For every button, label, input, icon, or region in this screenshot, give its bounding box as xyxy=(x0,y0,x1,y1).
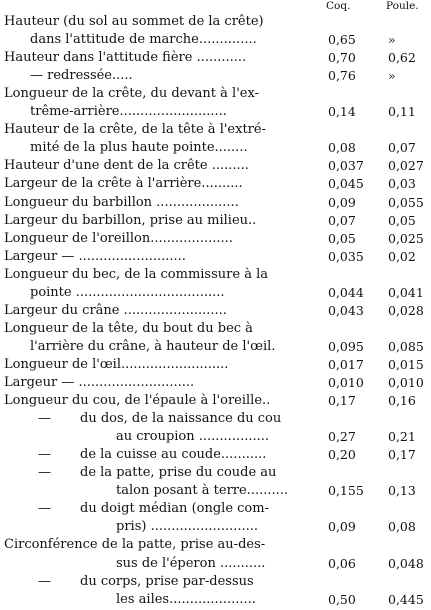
table-row xyxy=(0,66,431,86)
table-row xyxy=(0,590,431,610)
ditto-dash: — xyxy=(38,465,51,481)
table-row xyxy=(0,283,431,303)
header-poule: Poule. xyxy=(386,0,419,12)
value-poule: 0,085 xyxy=(388,338,424,354)
value-poule: 0,02 xyxy=(388,248,416,264)
table-row xyxy=(0,30,431,50)
value-poule: 0,13 xyxy=(388,483,416,499)
row-label: Longueur du bec, de la commissure à la xyxy=(4,266,268,282)
row-label: Largeur du barbillon, prise au milieu.. xyxy=(4,212,257,228)
value-coq: 0,045 xyxy=(328,176,364,192)
row-label: Longueur de l'oreillon.................... xyxy=(4,230,233,246)
value-coq: 0,043 xyxy=(328,302,364,318)
value-poule: 0,03 xyxy=(388,176,416,192)
row-label: l'arrière du crâne, à hauteur de l'œil. xyxy=(30,338,276,354)
value-poule: 0,16 xyxy=(388,393,416,409)
ditto-dash: — xyxy=(38,411,51,427)
value-coq: 0,09 xyxy=(328,194,356,210)
row-label: Longueur de la tête, du bout du bec à xyxy=(4,320,253,336)
row-label: talon posant à terre.......... xyxy=(116,483,289,499)
row-label: du doigt médian (ongle com- xyxy=(80,501,269,517)
row-label: Hauteur d'une dent de la crête ......... xyxy=(4,158,249,174)
table-row xyxy=(0,247,431,267)
table-row xyxy=(0,48,431,68)
value-coq: 0,27 xyxy=(328,429,356,445)
value-poule: 0,028 xyxy=(388,302,424,318)
row-label: pointe .................................... xyxy=(30,284,225,300)
table-row xyxy=(0,301,431,321)
row-label: Longueur du cou, de l'épaule à l'oreille.. xyxy=(4,393,271,409)
row-label: sus de l'éperon ........... xyxy=(116,555,266,571)
value-poule: » xyxy=(388,68,396,84)
table-row xyxy=(0,84,431,104)
ditto-dash: — xyxy=(38,501,51,517)
row-label: dans l'attitude de marche.............. xyxy=(30,32,257,48)
row-label: Hauteur dans l'attitude fière ............ xyxy=(4,50,247,66)
value-coq: 0,20 xyxy=(328,447,356,463)
value-coq: 0,017 xyxy=(328,356,364,372)
row-label: Longueur de l'œil.......................... xyxy=(4,356,229,372)
value-poule: 0,08 xyxy=(388,519,416,535)
value-poule: 0,041 xyxy=(388,284,424,300)
value-coq: 0,05 xyxy=(328,230,356,246)
row-label: du corps, prise par-dessus xyxy=(80,573,254,589)
row-label: Hauteur de la crête, de la tête à l'extré- xyxy=(4,122,266,138)
table-row xyxy=(0,554,431,574)
value-coq: 0,76 xyxy=(328,68,356,84)
value-poule: 0,17 xyxy=(388,447,416,463)
value-coq: 0,037 xyxy=(328,158,364,174)
value-coq: 0,08 xyxy=(328,140,356,156)
value-poule: 0,05 xyxy=(388,212,416,228)
value-coq: 0,14 xyxy=(328,104,356,120)
row-label: mité de la plus haute pointe........ xyxy=(30,140,248,156)
table-row xyxy=(0,319,431,339)
row-label: de la cuisse au coude........... xyxy=(80,447,267,463)
row-label: Largeur du crâne ......................... xyxy=(4,302,227,318)
table-row xyxy=(0,265,431,285)
table-row xyxy=(0,463,431,483)
value-coq: 0,17 xyxy=(328,393,356,409)
row-label: de la patte, prise du coude au xyxy=(80,465,277,481)
row-label: du dos, de la naissance du cou xyxy=(80,411,282,427)
value-poule: 0,010 xyxy=(388,375,424,390)
value-poule: » xyxy=(388,32,396,48)
row-label: trême-arrière.......................... xyxy=(30,104,227,120)
value-poule: 0,445 xyxy=(388,591,424,607)
row-label: Largeur — .......................... xyxy=(4,248,186,264)
table-row xyxy=(0,355,431,375)
row-label: pris) .......................... xyxy=(116,519,259,535)
table-row xyxy=(0,138,431,158)
value-coq: 0,65 xyxy=(328,32,356,48)
value-coq: 0,095 xyxy=(328,338,364,354)
row-label: les ailes..................... xyxy=(116,591,256,607)
value-coq: 0,035 xyxy=(328,248,364,264)
table-row xyxy=(0,499,431,519)
value-coq: 0,06 xyxy=(328,555,356,571)
row-label: — redressée..... xyxy=(30,68,133,84)
table-row xyxy=(0,373,431,393)
value-poule: 0,015 xyxy=(388,356,424,372)
row-label: Longueur du barbillon .................... xyxy=(4,194,239,210)
table-row xyxy=(0,102,431,122)
row-label: Largeur — ............................ xyxy=(4,375,195,390)
ditto-dash: — xyxy=(38,447,51,463)
row-label: Longueur de la crête, du devant à l'ex- xyxy=(4,86,259,102)
table-row xyxy=(0,517,431,537)
table-row xyxy=(0,535,431,555)
value-coq: 0,155 xyxy=(328,483,364,499)
table-row xyxy=(0,12,431,32)
value-poule: 0,055 xyxy=(388,194,424,210)
value-poule: 0,62 xyxy=(388,50,416,66)
table-row xyxy=(0,174,431,194)
value-coq: 0,010 xyxy=(328,375,364,390)
table-row xyxy=(0,445,431,465)
value-coq: 0,50 xyxy=(328,591,356,607)
value-coq: 0,09 xyxy=(328,519,356,535)
table-row xyxy=(0,229,431,249)
header-coq: Coq. xyxy=(326,0,351,12)
value-poule: 0,21 xyxy=(388,429,416,445)
value-poule: 0,07 xyxy=(388,140,416,156)
value-poule: 0,048 xyxy=(388,555,424,571)
table-row xyxy=(0,193,431,213)
table-row xyxy=(0,409,431,429)
row-label: Largeur de la crête à l'arrière.......... xyxy=(4,176,243,192)
value-coq: 0,70 xyxy=(328,50,356,66)
value-coq: 0,044 xyxy=(328,284,364,300)
table-row xyxy=(0,481,431,501)
value-poule: 0,025 xyxy=(388,230,424,246)
table-row xyxy=(0,572,431,592)
row-label: Circonférence de la patte, prise au-des- xyxy=(4,537,266,553)
row-label: Hauteur (du sol au sommet de la crête) xyxy=(4,14,264,29)
table-row xyxy=(0,120,431,140)
row-label: au croupion ................. xyxy=(116,429,270,445)
table-row xyxy=(0,427,431,447)
table-row xyxy=(0,391,431,411)
table-row xyxy=(0,211,431,231)
value-poule: 0,027 xyxy=(388,158,424,174)
table-row xyxy=(0,156,431,176)
value-poule: 0,11 xyxy=(388,104,416,120)
ditto-dash: — xyxy=(38,573,51,589)
table-row xyxy=(0,337,431,357)
value-coq: 0,07 xyxy=(328,212,356,228)
